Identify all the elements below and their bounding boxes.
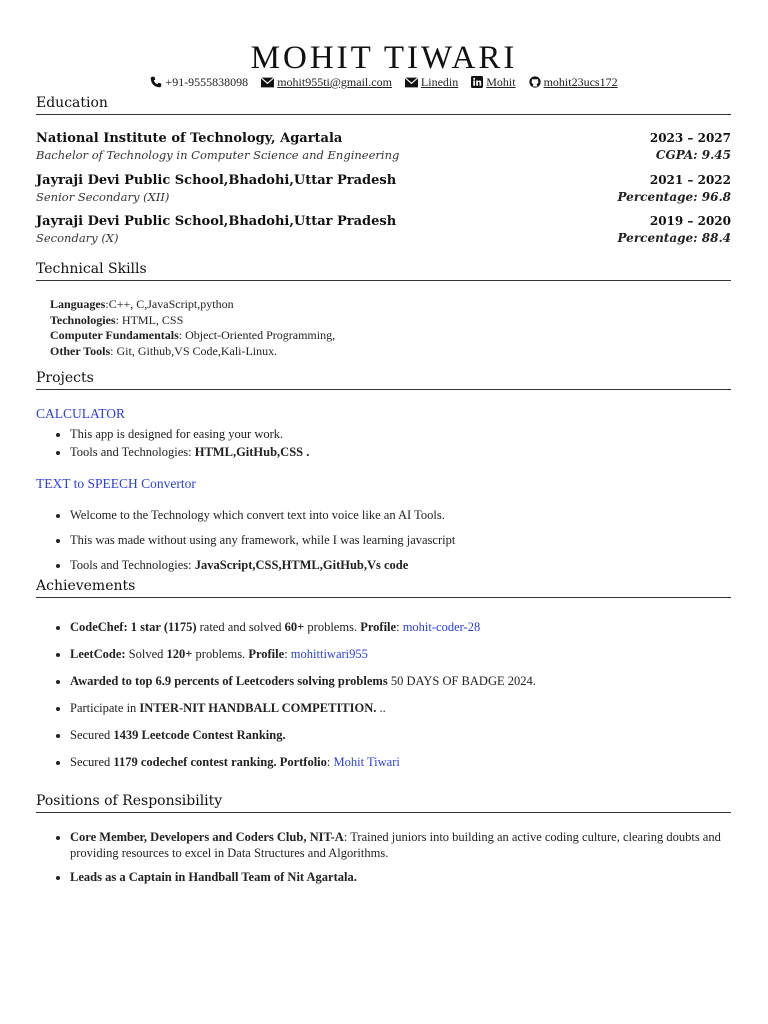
education-entry: [36, 173, 731, 204]
education-dates: 2021 – 2022: [649, 173, 731, 187]
phone-icon: [150, 76, 162, 88]
github-icon: [529, 76, 541, 88]
list-item: [70, 668, 730, 695]
codechef-profile-link[interactable]: mohit-coder-28: [402, 620, 481, 634]
project-bullets: [52, 425, 730, 461]
list-item: [70, 749, 730, 776]
skill-label: Technologies: [50, 312, 116, 327]
contact-bar: [0, 75, 768, 90]
list-item: [70, 722, 730, 749]
skill-label: Computer Fundamentals: [50, 328, 179, 342]
institution-name: National Institute of Technology, Agartala: [36, 131, 343, 146]
list-item: [70, 641, 730, 668]
skills-heading: Technical Skills: [36, 260, 731, 281]
project-bullets: [52, 503, 730, 578]
project-title-tts[interactable]: TEXT to SPEECH Convertor: [36, 476, 196, 491]
list-item: [70, 695, 730, 722]
position-text: : Trained juniors into building an active coding culture, clearing doubts and providing resources to excel in Data Structures and Algorithms.: [70, 830, 721, 860]
portfolio-link[interactable]: Mohit Tiwari: [333, 755, 400, 769]
education-meta: [617, 173, 731, 204]
list-item: [70, 829, 730, 861]
ach-bold: LeetCode:: [70, 647, 126, 661]
linkedin-link[interactable]: Linedin: [420, 75, 459, 89]
candidate-name: MOHIT TIWARI: [250, 40, 518, 76]
contact-github[interactable]: [529, 75, 618, 90]
list-item: [70, 614, 730, 641]
bullet-text: This app is designed for easing your work.: [70, 427, 284, 441]
linkedin-icon: [471, 76, 483, 88]
ach-bold: 1439 Leetcode Contest Ranking.: [113, 728, 286, 742]
contact-linkedin-mail[interactable]: [405, 75, 458, 90]
ach-text: :: [326, 755, 334, 769]
ach-text: problems.: [192, 647, 249, 661]
positions-heading: Positions of Responsibility: [36, 792, 731, 813]
bullet-bold-text: JavaScript,CSS,HTML,GitHub,Vs code: [194, 558, 409, 572]
skill-row: [50, 313, 335, 329]
list-item: [70, 528, 730, 553]
education-dates: 2019 – 2020: [649, 214, 731, 228]
ach-bold: Profile: [248, 647, 285, 661]
skill-sep: :: [105, 297, 109, 311]
list-item: [70, 553, 730, 578]
skill-label: Languages: [50, 297, 106, 311]
contact-phone[interactable]: [150, 75, 248, 90]
ach-text: problems.: [304, 620, 361, 634]
degree-name: Bachelor of Technology in Computer Science and Engineering: [36, 148, 400, 162]
ach-text: Participate in: [70, 701, 140, 715]
skill-sep: :: [110, 343, 117, 358]
contact-email[interactable]: [261, 75, 392, 90]
leetcode-profile-link[interactable]: mohittiwari955: [290, 647, 368, 661]
bullet-text: Tools and Technologies:: [70, 445, 195, 459]
institution-name: Jayraji Devi Public School,Bhadohi,Uttar Pradesh: [36, 173, 397, 188]
envelope-icon: [261, 77, 274, 88]
list-item: [70, 869, 730, 885]
degree-name: Secondary (X): [36, 231, 119, 245]
position-bold: Core Member, Developers and Coders Club, NIT-A: [70, 830, 344, 844]
skill-value: Git, Github,VS Code,Kali-Linux.: [116, 343, 278, 358]
bullet-text: Tools and Technologies:: [70, 558, 195, 572]
skill-row: [50, 297, 335, 313]
ach-text: Solved: [125, 647, 167, 661]
linkedin-profile-link[interactable]: Mohit: [486, 75, 516, 89]
contact-linkedin[interactable]: [471, 75, 515, 90]
ach-bold: Awarded to top 6.9 percents of Leetcoders solving problems: [70, 674, 388, 688]
ach-text: :: [284, 647, 291, 661]
ach-bold: INTER-NIT HANDBALL COMPETITION.: [139, 701, 377, 715]
bullet-text: This was made without using any framework, while I was learning javascript: [70, 533, 456, 547]
ach-bold: 1179 codechef contest ranking. Portfolio: [113, 755, 327, 769]
project-title-calculator[interactable]: CALCULATOR: [36, 406, 126, 421]
list-item: [70, 443, 730, 461]
ach-text: :: [396, 620, 403, 634]
phone-text: +91-9555838098: [165, 75, 249, 89]
ach-bold: 120+: [166, 647, 193, 661]
skill-label: Other Tools: [50, 343, 111, 358]
ach-text: 50 DAYS OF BADGE 2024.: [387, 674, 536, 688]
ach-text: rated and solved: [196, 620, 285, 634]
education-dates: 2023 – 2027: [649, 131, 731, 145]
institution-name: Jayraji Devi Public School,Bhadohi,Uttar Pradesh: [36, 214, 397, 229]
education-heading: Education: [36, 94, 731, 115]
education-grade: CGPA: 9.45: [655, 148, 731, 162]
bullet-bold-text: HTML,GitHub,CSS .: [194, 445, 310, 459]
skill-value: Object-Oriented Programming,: [185, 328, 336, 342]
achievements-heading: Achievements: [36, 577, 731, 598]
degree-name: Senior Secondary (XII): [36, 190, 170, 204]
skill-row: [50, 344, 335, 360]
ach-text: Secured: [70, 755, 114, 769]
ach-bold: CodeChef: 1 star (1175): [70, 620, 197, 634]
skill-value: HTML, CSS: [121, 312, 184, 327]
education-meta: [650, 131, 731, 162]
skill-sep: :: [115, 312, 122, 327]
list-item: [70, 425, 730, 443]
skills-list: [50, 297, 335, 359]
list-item: [70, 503, 730, 528]
education-entry: [36, 131, 731, 162]
education-meta: [617, 214, 731, 245]
education-entry: [36, 214, 731, 245]
envelope-icon: [405, 77, 418, 88]
skill-row: [50, 328, 335, 344]
skill-sep: :: [178, 328, 186, 342]
ach-text: Secured: [70, 728, 114, 742]
ach-text: ..: [376, 701, 386, 715]
ach-bold: Profile: [360, 620, 397, 634]
ach-bold: 60+: [284, 620, 305, 634]
email-link[interactable]: mohit955ti@gmail.com: [277, 75, 392, 89]
github-link[interactable]: mohit23ucs172: [543, 75, 618, 89]
bullet-text: Welcome to the Technology which convert text into voice like an AI Tools.: [70, 508, 445, 522]
education-grade: Percentage: 88.4: [617, 231, 731, 245]
positions-list: [52, 829, 730, 885]
projects-heading: Projects: [36, 369, 731, 390]
position-bold: Leads as a Captain in Handball Team of Nit Agartala.: [70, 870, 357, 884]
achievements-list: [52, 614, 730, 776]
education-grade: Percentage: 96.8: [617, 190, 731, 204]
skill-value: C++, C,JavaScript,python: [108, 297, 234, 311]
